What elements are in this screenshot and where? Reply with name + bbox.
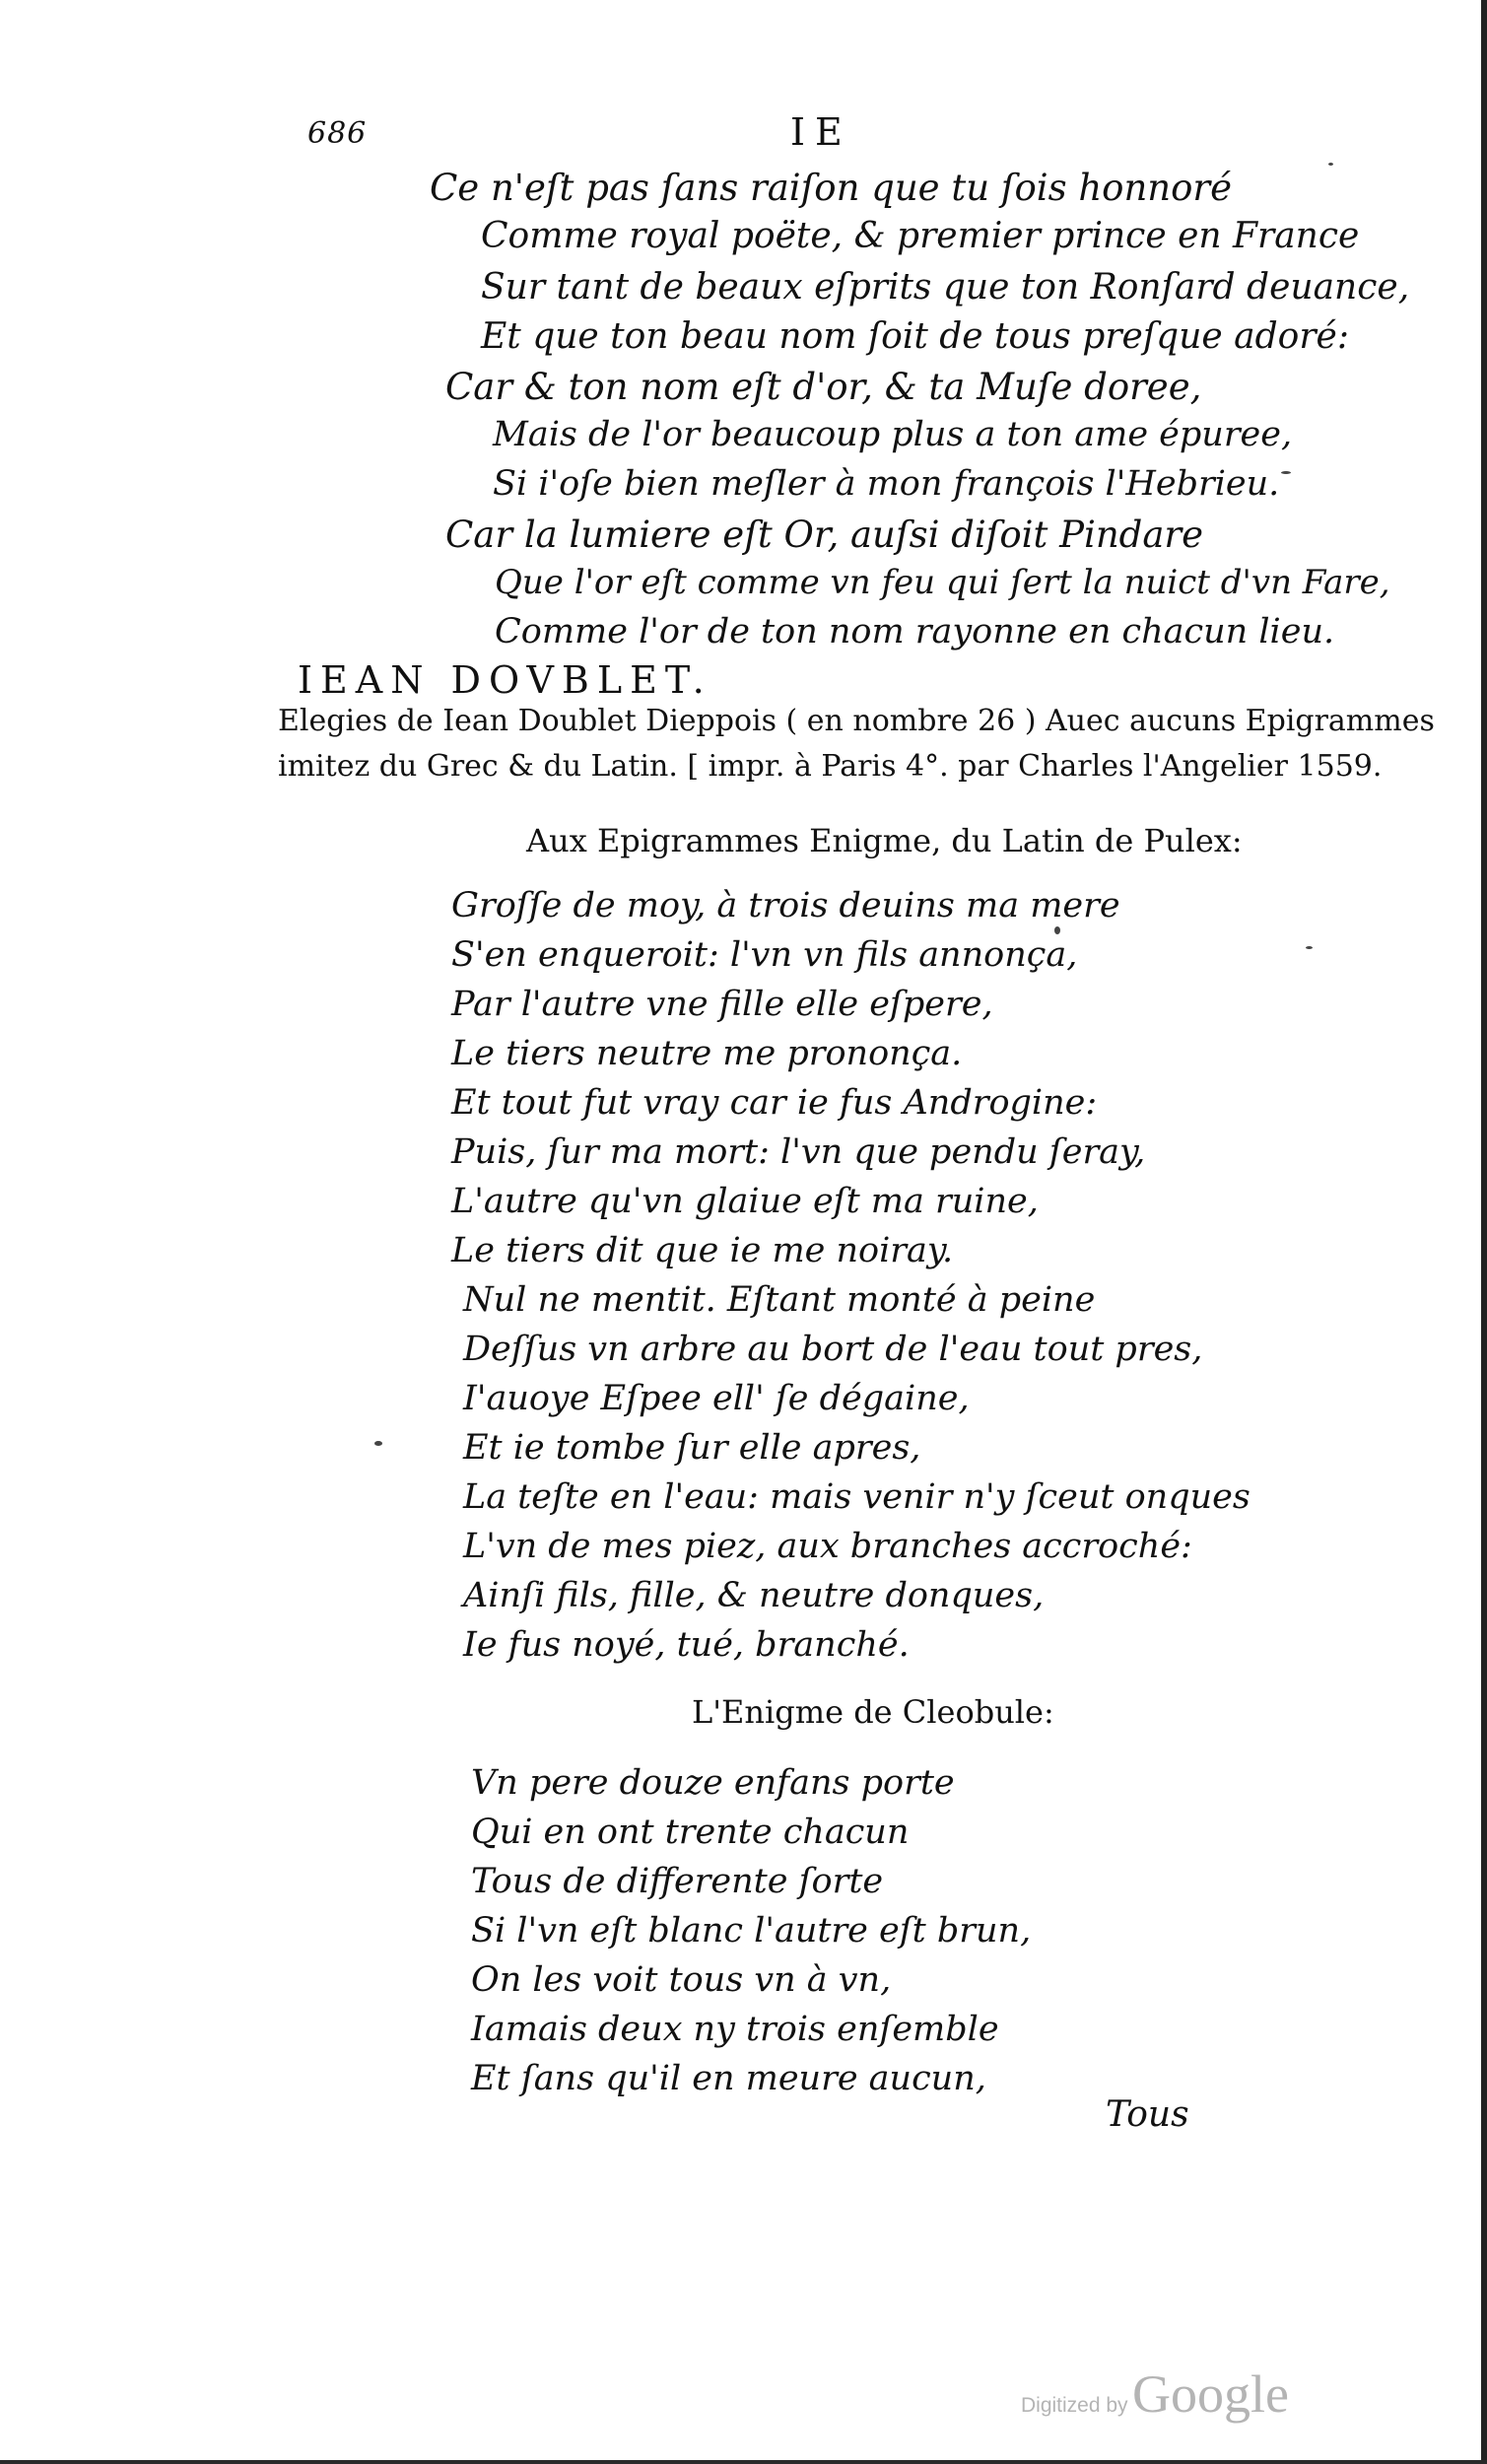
verse-line: Mais de l'or beaucoup plus a ton ame épuree, xyxy=(493,415,1293,454)
verse-line: Qui en ont trente chacun xyxy=(471,1813,910,1852)
verse-line: Le tiers neutre me prononça. xyxy=(451,1034,963,1073)
verse-line: Vn pere douze enfans porte xyxy=(471,1763,955,1803)
verse-line: Groſſe de moy, à trois deuins ma mere xyxy=(451,886,1120,925)
running-head: IE xyxy=(790,110,852,154)
page-bottom-edge xyxy=(0,2460,1487,2464)
verse-line: Et ie tombe ſur elle apres, xyxy=(463,1428,921,1468)
section-title-enigme: Aux Epigrammes Enigme, du Latin de Pulex: xyxy=(526,822,1243,859)
verse-line: Puis, ſur ma mort: l'vn que pendu ſeray, xyxy=(451,1132,1146,1172)
verse-line: Ce n'eſt pas ſans raiſon que tu ſois honnoré xyxy=(430,167,1232,209)
page-number: 686 xyxy=(307,116,368,151)
verse-line: Comme royal poëte, & premier prince en France xyxy=(481,216,1360,256)
verse-line: Comme l'or de ton nom rayonne en chacun lieu. xyxy=(495,612,1335,651)
scan-speck xyxy=(1328,163,1333,166)
verse-line: L'autre qu'vn glaiue eſt ma ruine, xyxy=(451,1182,1039,1221)
verse-line: On les voit tous vn à vn, xyxy=(471,1960,892,2000)
scan-speck xyxy=(1306,946,1313,949)
verse-line: Nul ne mentit. Eſtant monté à peine xyxy=(463,1280,1096,1320)
verse-line: La teſte en l'eau: mais venir n'y ſceut onques xyxy=(463,1477,1250,1517)
verse-line: Ainſi fils, fille, & neutre donques, xyxy=(463,1576,1045,1615)
verse-line: Sur tant de beaux eſprits que ton Ronſard deuance, xyxy=(481,267,1410,308)
verse-line: Car la lumiere eſt Or, auſsi diſoit Pindare xyxy=(445,513,1203,556)
verse-line: L'vn de mes piez, aux branches accroché: xyxy=(463,1527,1192,1566)
author-heading: IEAN DOVBLET. xyxy=(298,658,712,702)
scan-speck xyxy=(374,1441,382,1446)
watermark-logo-text: Google xyxy=(1132,2364,1289,2424)
section-title-cleobule: L'Enigme de Cleobule: xyxy=(692,1693,1054,1731)
verse-line: Et ſans qu'il en meure aucun, xyxy=(471,2059,986,2098)
bibliography-line: Elegies de Iean Doublet Dieppois ( en nombre 26 ) Auec aucuns Epigrammes xyxy=(278,704,1435,738)
catchword: Tous xyxy=(1106,2094,1189,2135)
page-edge-shadow xyxy=(1481,0,1487,2464)
verse-line: Si i'oſe bien meſler à mon françois l'Hebrieu. xyxy=(493,464,1280,504)
watermark-prefix: Digitized by xyxy=(1021,2394,1128,2417)
digitized-watermark xyxy=(1021,2363,1289,2425)
verse-line: I'auoye Eſpee ell' ſe dégaine, xyxy=(463,1379,970,1418)
verse-line: Et tout fut vray car ie fus Androgine: xyxy=(451,1083,1098,1123)
verse-line: Par l'autre vne fille elle eſpere, xyxy=(451,985,993,1024)
bibliography-line: imitez du Grec & du Latin. [ impr. à Paris 4°. par Charles l'Angelier 1559. xyxy=(278,749,1383,784)
verse-line: Car & ton nom eſt d'or, & ta Muſe doree, xyxy=(445,366,1202,408)
verse-line: Et que ton beau nom ſoit de tous preſque adoré: xyxy=(481,316,1349,357)
verse-line: Tous de differente ſorte xyxy=(471,1862,884,1901)
verse-line: S'en enqueroit: l'vn vn fils annonça, xyxy=(451,935,1078,975)
verse-line: Deſſus vn arbre au bort de l'eau tout pres, xyxy=(463,1330,1203,1369)
verse-line: Iamais deux ny trois enſemble xyxy=(471,2010,999,2049)
verse-line: Ie fus noyé, tué, branché. xyxy=(463,1625,910,1665)
scan-speck xyxy=(1281,471,1291,474)
verse-line: Le tiers dit que ie me noiray. xyxy=(451,1231,954,1270)
verse-line: Si l'vn eſt blanc l'autre eſt brun, xyxy=(471,1911,1032,1951)
scan-speck xyxy=(1054,926,1060,934)
verse-line: Que l'or eſt comme vn feu qui ſert la nuict d'vn Fare, xyxy=(495,563,1390,602)
